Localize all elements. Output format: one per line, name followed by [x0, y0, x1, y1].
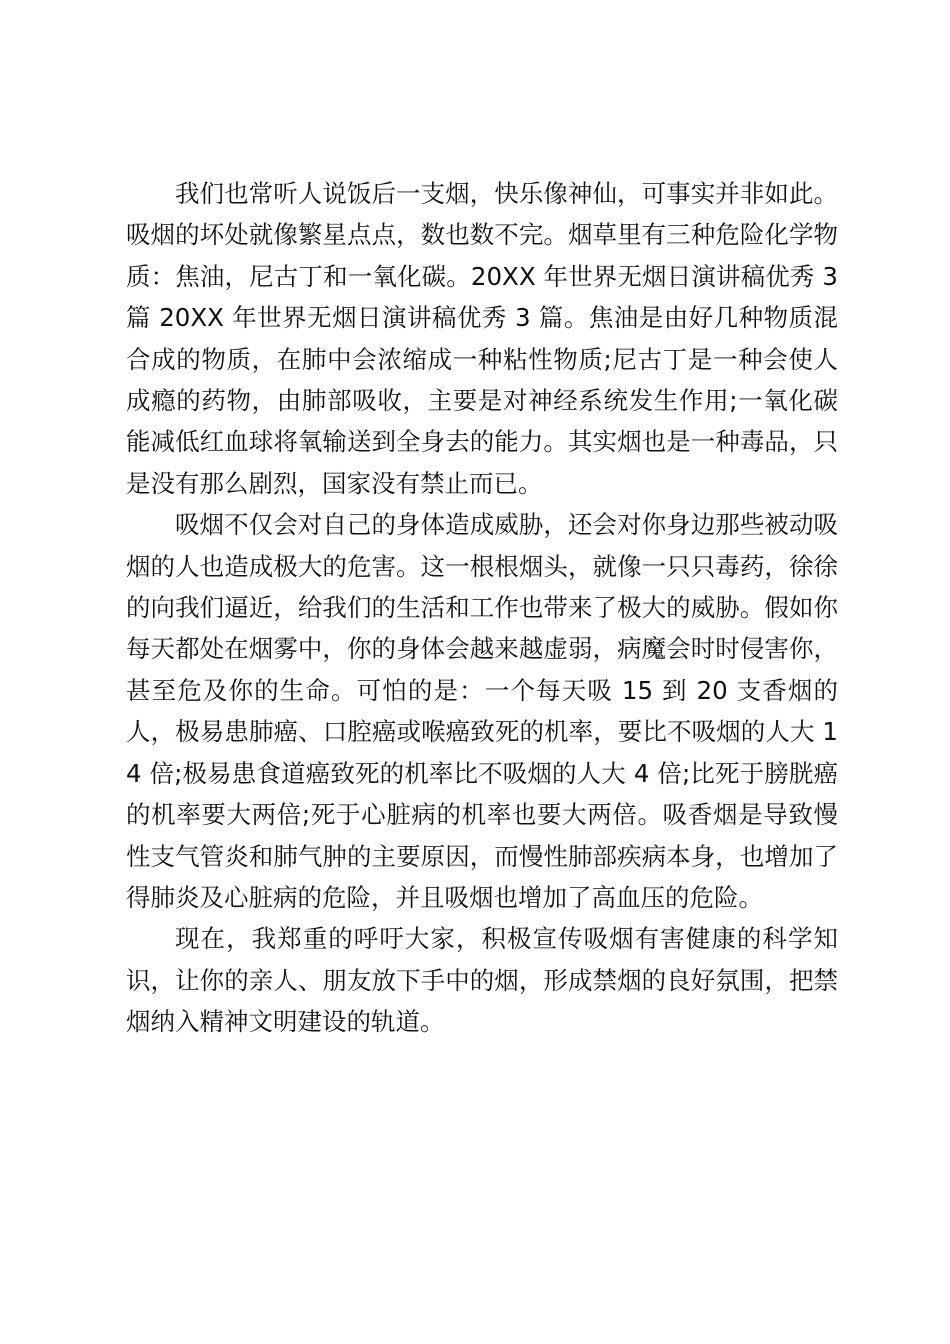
document-body — [126, 173, 838, 1043]
paragraph-3: 现在，我郑重的呼吁大家，积极宣传吸烟有害健康的科学知识，让你的亲人、朋友放下手中的烟，形成禁烟的良好氛围，把禁烟纳入精神文明建设的轨道。 — [126, 924, 838, 1037]
paragraph-2: 吸烟不仅会对自己的身体造成威胁，还会对你身边那些被动吸烟的人也造成极大的危害。这一根根烟头，就像一只只毒药，徐徐的向我们逼近，给我们的生活和工作也带来了极大的威胁。假如你每天都处在烟雾中，你的身体会越来越虚弱，病魔会时时侵害你，甚至危及你的生命。可怕的是：一个每天吸 15 到 20 支香烟的人，极易患肺癌、口腔癌或喉癌致死的机率，要比不吸烟的人大 14 倍;极易患食道癌致死的机率比不吸烟的人大 4 倍;比死于膀胱癌的机率要大两倍;死于心脏病的机率也要大两倍。吸香烟是导致慢性支气管炎和肺气肿的主要原因，而慢性肺部疾病本身，也增加了得肺炎及心脏病的危险，并且吸烟也增加了高血压的危险。 — [126, 510, 838, 912]
paragraph-1: 我们也常听人说饭后一支烟，快乐像神仙，可事实并非如此。吸烟的坏处就像繁星点点，数也数不完。烟草里有三种危险化学物质：焦油，尼古丁和一氧化碳。20XX 年世界无烟日演讲稿优秀 3 篇 20XX 年世界无烟日演讲稿优秀 3 篇。焦油是由好几种物质混合成的物质，在肺中会浓缩成一种粘性物质;尼古丁是一种会使人成瘾的药物，由肺部吸收，主要是对神经系统发生作用;一氧化碳能减低红血球将氧输送到全身去的能力。其实烟也是一种毒品，只是没有那么剧烈，国家没有禁止而已。 — [126, 179, 838, 498]
